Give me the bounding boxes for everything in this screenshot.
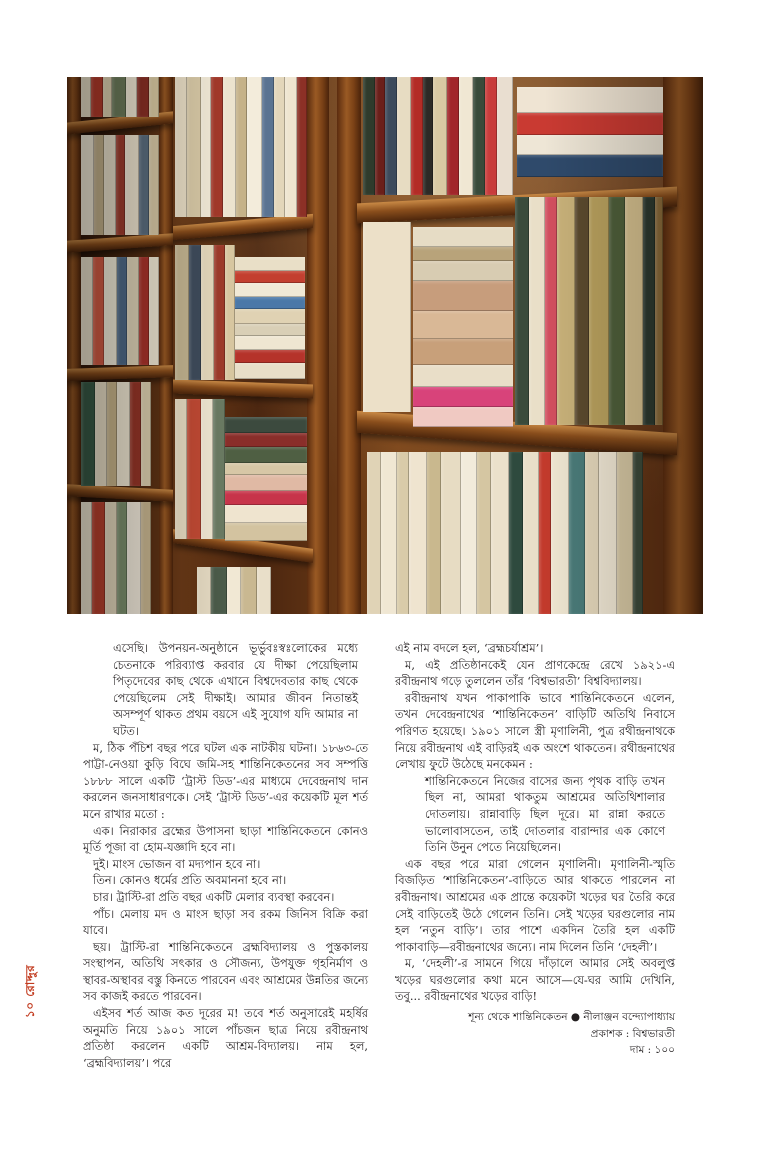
article-right-column — [395, 640, 675, 1059]
body-paragraph: ম, এই প্রতিষ্ঠানকেই যেন প্রাণকেন্দ্রে রেখে ১৯২১-এ রবীন্দ্রনাথ গড়ে তুললেন তাঁর ‘বিশ্বভারতী’ বিশ্ববিদ্যালয়। — [395, 657, 675, 689]
body-paragraph: এই নাম বদলে হল, ‘ব্রহ্মচর্যাশ্রম’। — [395, 641, 544, 655]
condition-item: দুই। মাংস ভোজন বা মদ্যপান হবে না। — [93, 856, 261, 871]
source-book-line: শূন্য থেকে শান্তিনিকেতন ● নীলাঞ্জন বন্দ্যোপাধ্যায় — [468, 1011, 675, 1024]
bookshelves-photo — [67, 77, 703, 614]
body-paragraph: এইসব শর্ত আজ কত দূরের ম! তবে শর্ত অনুসারেই মহর্ষির অনুমতি নিয়ে ১৯০১ সালে পাঁচজন ছাত্র নিয়ে রবীন্দ্রনাথ প্রতিষ্ঠা করলেন একটি আশ্রম-বিদ্যালয়। নাম হল, ‘ব্রহ্মবিদ্যালয়’। পরে — [83, 1006, 368, 1070]
body-paragraph: ম, ‘দেহলী’-র সামনে গিয়ে দাঁড়ালে আমার সেই অবলুপ্ত খড়ের ঘরগুলোর কথা মনে আসে—যে-ঘর আমি দেখিনি, তবু... রবীন্দ্রনাথের খড়ের বাড়ি! — [395, 956, 675, 1004]
source-price-line: দাম : ১০০ — [629, 1044, 675, 1057]
article-left-column — [83, 640, 368, 1071]
condition-item: ছয়। ট্রাস্টি-রা শান্তিনিকেতনে ব্রহ্মবিদ্যালয় ও পুস্তকালয় সংস্থাপন, অতিথি সৎকার ও সৌজন্য, উপযুক্ত গৃহনির্মাণ ও স্থাবর-অস্থাবর বস্তু কিনতে পারবেন এবং আশ্রমের উন্নতির জন্যে সব কাজই করতে পারবেন। — [83, 939, 368, 1004]
body-paragraph: এক বছর পরে মারা গেলেন মৃণালিনী। মৃণালিনী-স্মৃতি বিজড়িত ‘শান্তিনিকেতন’-বাড়িতে আর থাকতে পারলেন না রবীন্দ্রনাথ। আশ্রমের এক প্রান্তে কয়েকটা খড়ের ঘর তৈরি করে সেই বাড়িতেই উঠে গেলেন তিনি। সেই খড়ের ঘরগুলোর নাম হল ‘নতুন বাড়ি’। তার পাশে একদিন তৈরি হল একটি পাকাবাড়ি—রবীন্দ্রনাথের জন্যে। নাম দিলেন তিনি ‘দেহলী’। — [395, 856, 675, 954]
quote-paragraph: এসেছি। উপনয়ন-অনুষ্ঠানে ভূর্ভুবঃস্বঃলোকের মধ্যে চেতনাকে পরিব্যাপ্ত করবার যে দীক্ষা পেয়েছিলাম পিতৃদেবের কাছ থেকে এখানে বিশ্বদেবতার কাছ থেকে পেয়েছিলেম সেই দীক্ষাই। আমার জীবন নিতান্তই অসম্পূর্ণ থাকত প্রথম বয়সে এই সুযোগ যদি আমার না ঘটত। — [113, 641, 358, 738]
body-paragraph: রবীন্দ্রনাথ যখন পাকাপাকি ভাবে শান্তিনিকেতনে এলেন, তখন দেবেন্দ্রনাথের ‘শান্তিনিকেতন’ বাড়িটি অতিথি নিবাসে পরিণত হয়েছে। ১৯০১ সালে স্ত্রী মৃণালিনী, পুত্র রথীন্দ্রনাথকে নিয়ে রবীন্দ্রনাথ এই বাড়িরই এক অংশে থাকতেন। রথীন্দ্রনাথের লেখায় ফুটে উঠেছে মনকেমন : — [395, 690, 675, 772]
page-folio: ১০ রোদ্দুর — [23, 964, 37, 1018]
source-publisher-line: প্রকাশক : বিশ্বভারতী — [590, 1027, 675, 1040]
condition-item: তিন। কোনও ধর্মের প্রতি অবমাননা হবে না। — [93, 873, 287, 888]
condition-item: পাঁচ। মেলায় মদ ও মাংস ছাড়া সব রকম জিনিস বিক্রি করা যাবে। — [83, 906, 368, 938]
condition-item: এক। নিরাকার ব্রহ্মের উপাসনা ছাড়া শান্তিনিকেতনে কোনও মূর্তি পূজা বা হোম-যজ্ঞাদি হবে না। — [83, 823, 368, 855]
condition-item: চার। ট্রাস্টি-রা প্রতি বছর একটি মেলার ব্যবস্থা করবেন। — [93, 889, 335, 904]
body-paragraph: ম, ঠিক পঁচিশ বছর পরে ঘটল এক নাটকীয় ঘটনা। ১৮৬৩-তে পাট্টা-নেওয়া কুড়ি বিঘে জমি-সহ শান্তিনিকেতনের সব সম্পত্তি ১৮৮৮ সালে একটি ‘ট্রাস্ট ডিড’-এর মাধ্যমে দেবেন্দ্রনাথ দান করলেন জনসাধারণকে। সেই ‘ট্রাস্ট ডিড’-এর কয়েকটি মূল শর্ত মনে রাখার মতো : — [83, 740, 368, 821]
quote-paragraph: শান্তিনিকেতনে নিজের বাসের জন্য পৃথক বাড়ি তখন ছিল না, আমরা থাকতুম আশ্রমের অতিথিশালার দোতলায়। রান্নাবাড়ি ছিল দূরে। মা রান্না করতে ভালোবাসতেন, তাই দোতলার বারান্দার এক কোণে তিনি উনুন পেতে নিয়েছিলেন। — [425, 773, 665, 855]
